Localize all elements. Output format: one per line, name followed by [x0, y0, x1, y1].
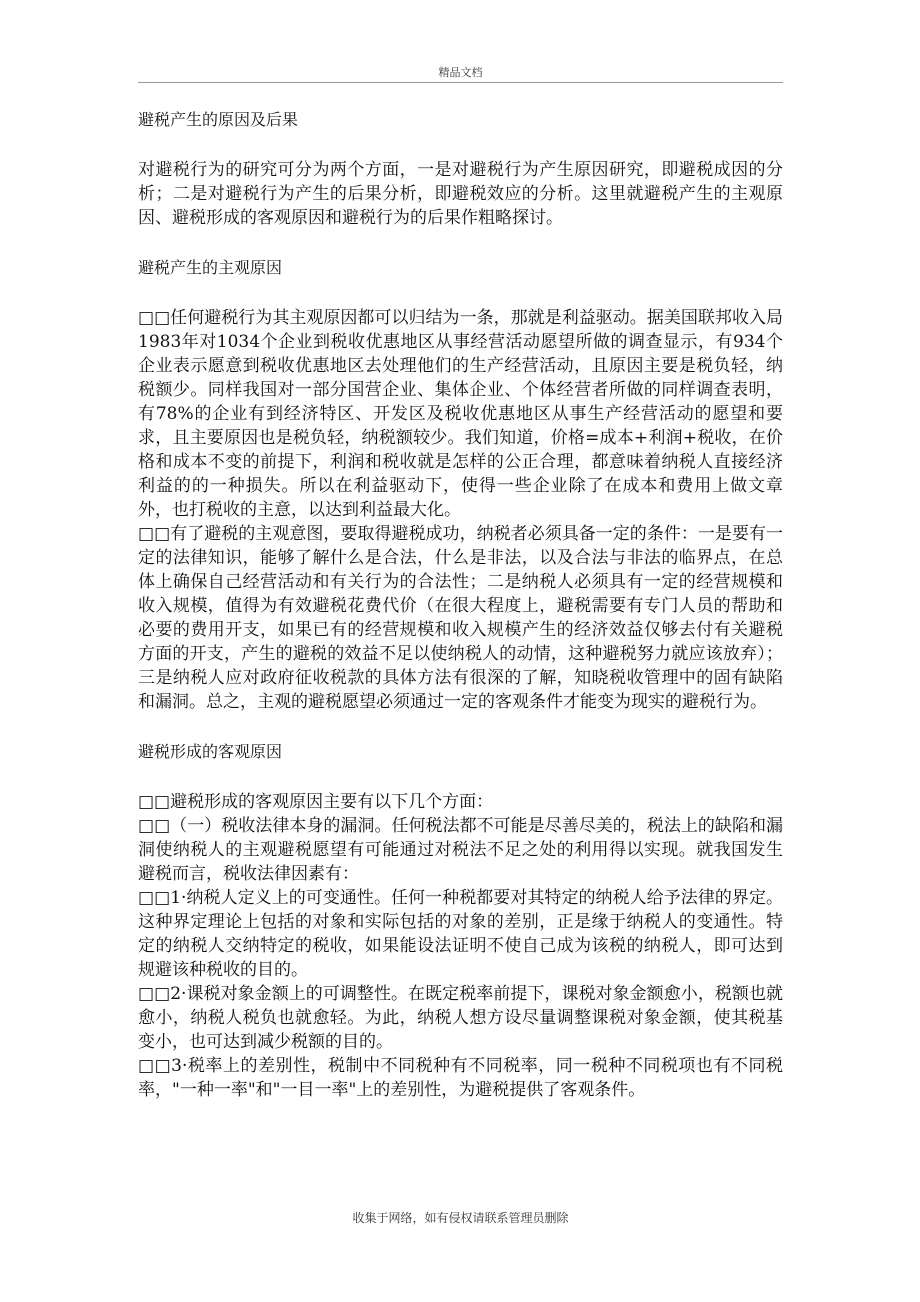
section-heading-subjective: 避税产生的主观原因 — [138, 258, 283, 277]
paragraph: □□避税形成的客观原因主要有以下几个方面： — [138, 792, 494, 812]
header-divider — [138, 82, 783, 83]
document-body — [138, 108, 783, 1102]
section-heading-objective: 避税形成的客观原因 — [138, 742, 283, 761]
paragraph: □□任何避税行为其主观原因都可以归结为一条，那就是利益驱动。据美国联邦收入局1983年对1034个企业到税收优惠地区从事经营活动愿望所做的调查显示，有934个企业表示愿意到税收优惠地区去处理他们的生产经营活动，且原因主要是税负轻，纳税额少。同样我国对一部分国营企业、集体企业、个体经营者所做的同样调查表明，有78%的企业有到经济特区、开发区及税收优惠地区从事生产经营活动的愿望和要求，且主要原因也是税负轻，纳税额较少。我们知道，价格=成本+利润+税收，在价格和成本不变的前提下，利润和税收就是怎样的公正合理，都意味着纳税人直接经济利益的的一种损失。所以在利益驱动下，使得一些企业除了在成本和费用上做文章外，也打税收的主意，以达到利益最大化。 — [138, 308, 783, 520]
paragraph: □□1·纳税人定义上的可变通性。任何一种税都要对其特定的纳税人给予法律的界定。这种界定理论上包括的对象和实际包括的对象的差别，正是缘于纳税人的变通性。特定的纳税人交纳特定的税收，如果能设法证明不使自己成为该税的纳税人，即可达到规避该种税收的目的。 — [138, 888, 783, 980]
page-header: 精品文档 — [438, 66, 483, 79]
page-footer: 收集于网络，如有侵权请联系管理员删除 — [352, 1211, 569, 1225]
document-title: 避税产生的原因及后果 — [138, 110, 299, 129]
paragraph: □□（一）税收法律本身的漏洞。任何税法都不可能是尽善尽美的，税法上的缺陷和漏洞使纳税人的主观避税愿望有可能通过对税法不足之处的利用得以实现。就我国发生避税而言，税收法律因素有： — [138, 816, 783, 884]
paragraph: □□有了避税的主观意图，要取得避税成功，纳税者必须具备一定的条件：一是要有一定的法律知识，能够了解什么是合法，什么是非法，以及合法与非法的临界点，在总体上确保自己经营活动和有关行为的合法性；二是纳税人必须具有一定的经营规模和收入规模，值得为有效避税花费代价（在很大程度上，避税需要有专门人员的帮助和必要的费用开支，如果已有的经营规模和收入规模产生的经济效益仅够去付有关避税方面的开支，产生的避税的效益不足以使纳税人的动情，这种避税努力就应该放弃）；三是纳税人应对政府征收税款的具体方法有很深的了解，知晓税收管理中的固有缺陷和漏洞。总之，主观的避税愿望必须通过一定的客观条件才能变为现实的避税行为。 — [138, 524, 783, 712]
paragraph: □□3·税率上的差别性，税制中不同税种有不同税率，同一税种不同税项也有不同税率，"一种一率"和"一目一率"上的差别性，为避税提供了客观条件。 — [138, 1056, 783, 1100]
intro-paragraph: 对避税行为的研究可分为两个方面，一是对避税行为产生原因研究，即避税成因的分析；二是对避税行为产生的后果分析，即避税效应的分析。这里就避税产生的主观原因、避税形成的客观原因和避税行为的后果作粗略探讨。 — [138, 160, 783, 228]
paragraph: □□2·课税对象金额上的可调整性。在既定税率前提下，课税对象金额愈小，税额也就愈小，纳税人税负也就愈轻。为此，纳税人想方设尽量调整课税对象金额，使其税基变小，也可达到减少税额的目的。 — [138, 984, 783, 1052]
